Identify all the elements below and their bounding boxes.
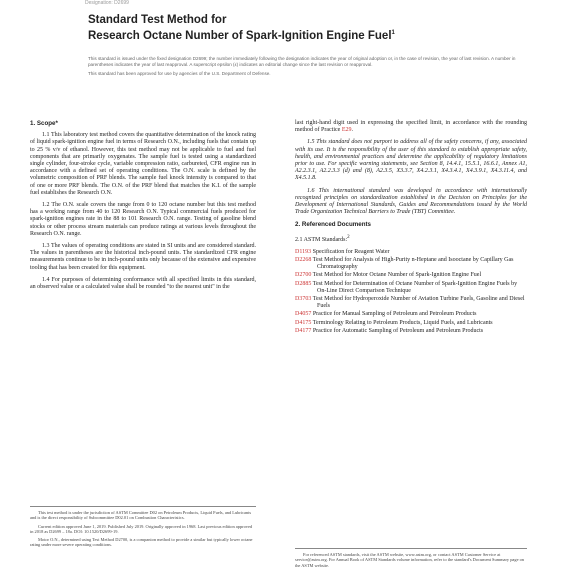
e29-link[interactable]: E29: [341, 127, 352, 134]
right-column: [295, 120, 527, 336]
reference-code-link[interactable]: D2885: [295, 280, 312, 287]
paragraph-1-4-continued: last right-hand digit used in expressing the specified limit, in accordance with the rounding method of Practice E29.: [295, 120, 527, 134]
intro-paragraph-1: This standard is issued under the fixed designation D2699; the number immediately following the designation indicates the year of original adoption or, in the case of revision, the year of last revision. A number in parentheses indicates the year of last reapproval. A superscript epsilon (ε) indicates an editorial change since the last revision or reapproval.: [88, 56, 516, 67]
reference-title: Test Method for Motor Octane Number of Spark-Ignition Engine Fuel: [312, 272, 482, 279]
reference-item: [295, 311, 527, 318]
footnote-1-edition: Current edition approved June 1, 2019. Published July 2019. Originally approved in 1968. Last previous edition approved in 2018 as D2699 – 18a. DOI: 10.1520/D2699-19.: [30, 523, 253, 534]
reference-item: [295, 296, 527, 310]
reference-title: Specification for Reagent Water: [312, 248, 390, 255]
reference-title: Practice for Automatic Sampling of Petroleum and Petroleum Products: [312, 327, 484, 334]
title-line-2: [88, 27, 530, 43]
paragraph-1-4: 1.4 For purposes of determining conformance with all specified limits in this standard, an observed value or a calculated value shall be rounded "to the nearest unit" in the: [30, 276, 256, 291]
footnote-2: For referenced ASTM standards, visit the ASTM website, www.astm.org, or contact ASTM Customer Service at service@astm.org. For Annual Book of ASTM Standards volume information, refer to the standard's Document Summary page on the ASTM website.: [295, 552, 524, 568]
reference-code-link[interactable]: D2700: [295, 272, 312, 279]
footnote-1: This test method is under the jurisdiction of ASTM Committee D02 on Petroleum Products, Liquid Fuels, and Lubricants and is the direct responsibility of Subcommittee D02.01 on Combustion Characteristics.: [30, 510, 252, 521]
footnotes-right: [295, 548, 527, 570]
reference-title: Test Method for Analysis of High-Purity n-Heptane and Isooctane by Capillary Gas Chromatography: [312, 257, 514, 271]
paragraph-1-4-cont-text: last right-hand digit used in expressing the specified limit, in accordance with the rounding method of Practice: [295, 120, 527, 134]
reference-code-link[interactable]: D3703: [295, 296, 312, 303]
reference-code-link[interactable]: D1193: [295, 248, 312, 255]
footnote-1-motor: Motor O.N., determined using Test Method D2700, is a companion method to provide a similar but typically lower octane rating under more severe operating conditions.: [30, 537, 253, 548]
paragraph-2-1: [295, 234, 527, 244]
paragraph-1-1: 1.1 This laboratory test method covers the quantitative determination of the knock rating of liquid spark-ignition engine fuel in terms of Research O.N., including fuels that contain up to 25 % v/v of ethanol. However, this test method may not be applicable to fuel and fuel components that are primarily oxygenates. The sample fuel is tested using a standardized single cylinder, four-stroke cycle, variable compression ratio, carbureted, CFR engine run in accordance with a defined set of operating conditions. The O.N. scale is defined by the volumetric composition of PRF blends. The sample fuel knock intensity is compared to that of one or more PRF blends. The O.N. of the PRF blend that matches the K.I. of the sample fuel establishes the Research O.N.: [30, 132, 256, 196]
title-line-2-text: Research Octane Number of Spark-Ignition Engine Fuel: [88, 29, 392, 42]
reference-item: [295, 320, 527, 327]
reference-item: [295, 272, 527, 279]
reference-title: Terminology Relating to Petroleum Products, Liquid Fuels, and Lubricants: [312, 319, 493, 326]
section-1-heading: 1. Scope*: [30, 120, 58, 127]
title-line-1: Standard Test Method for: [88, 14, 227, 26]
reference-title: Practice for Manual Sampling of Petroleum and Petroleum Products: [312, 311, 477, 318]
title-footnote-mark: 1: [391, 30, 395, 36]
reference-item: [295, 328, 527, 335]
reference-title: Test Method for Hydroperoxide Number of Aviation Turbine Fuels, Gasoline and Diesel Fuels: [312, 296, 525, 310]
paragraph-1-5: 1.5 This standard does not purport to address all of the safety concerns, if any, associated with its use. It is the responsibility of the user of this standard to establish appropriate safety, health, and environmental practices and determine the applicability of regulatory limitations prior to use. For specific warning statements, see Section 8, 14.4.1, 15.5.1, 16.6.1, Annex A1, A2.2.3.1, A2.2.3.3 (d) and (8), A2.3.5, X3.3.7, X4.2.3.1, X4.3.4.1, X4.3.9.1, X4.3.11.4, and X4.5.1.8.: [295, 139, 527, 182]
reference-list: [295, 249, 527, 335]
footnotes-left: [30, 506, 256, 551]
reference-title: Test Method for Determination of Octane Number of Spark-Ignition Engine Fuels by On-Line Direct Comparison Technique: [312, 280, 518, 294]
paragraph-1-2: 1.2 The O.N. scale covers the range from 0 to 120 octane number but this test method has a working range from 40 to 120 Research O.N. Typical commercial fuels produced for spark-ignition engines rate in the 88 to 101 Research O.N. range. Testing of gasoline blend stocks or other process stream materials can produce ratings at various levels throughout the Research O.N. range.: [30, 202, 256, 237]
document-title: [88, 14, 530, 43]
reference-item: [295, 249, 527, 256]
reference-code-link[interactable]: D4177: [295, 327, 312, 334]
reference-item: [295, 281, 527, 295]
footnote-mark-2: 2: [347, 234, 350, 240]
reference-item: [295, 257, 527, 271]
reference-code-link[interactable]: D4175: [295, 319, 312, 326]
paragraph-1-6: 1.6 This international standard was developed in accordance with internationally recognized principles on standardization established in the Decision on Principles for the Development of International Standards, Guides and Recommendations issued by the World Trade Organization Technical Barriers to Trade (TBT) Committee.: [295, 187, 527, 216]
designation-label: Designation: D2699: [85, 0, 129, 6]
standard-intro: [88, 56, 530, 81]
reference-code-link[interactable]: D2268: [295, 257, 312, 264]
section-2-heading: 2. Referenced Documents: [295, 221, 371, 229]
paragraph-1-3: 1.3 The values of operating conditions are stated in SI units and are considered standard. The values in parentheses are the historical inch-pound units. The standardized CFR engine measurements continue to be in inch-pound units only because of the extensive and expensive tooling that has been created for this equipment.: [30, 243, 256, 271]
intro-paragraph-2: This standard has been approved for use by agencies of the U.S. Department of Defense.: [88, 71, 271, 77]
reference-code-link[interactable]: D4057: [295, 311, 312, 318]
left-column: [30, 120, 256, 296]
paragraph-2-1-text: 2.1 ASTM Standards:: [295, 236, 348, 243]
